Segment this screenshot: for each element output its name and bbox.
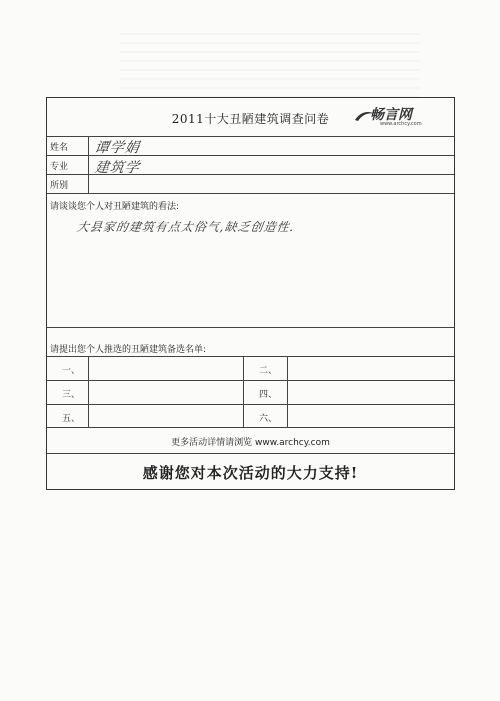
opinion-answer[interactable]: 大县家的建筑有点太俗气,缺乏创造性. <box>75 220 296 234</box>
major-value[interactable]: 建筑学 <box>93 160 141 176</box>
more-info-row <box>47 428 454 454</box>
name-label: 姓名 <box>50 143 69 153</box>
nomination-row <box>47 357 454 381</box>
logo-name: 畅言网 <box>370 107 412 123</box>
thanks-text: 感谢您对本次活动的大力支持! <box>142 464 359 482</box>
name-row <box>47 137 454 156</box>
major-row <box>47 156 454 175</box>
form-header <box>47 98 454 137</box>
slot-4-label: 四、 <box>259 390 278 400</box>
opinion-prompt: 请谈谈您个人对丑陋建筑的看法: <box>50 202 180 212</box>
slot-5-label: 五、 <box>62 414 81 424</box>
opinion-section <box>47 194 454 328</box>
more-info-text: 更多活动详情请浏览 www.archcy.com <box>171 438 330 448</box>
nomination-grid <box>47 356 454 428</box>
archcy-logo <box>354 106 438 130</box>
nomination-prompt: 请提出您个人推选的丑陋建筑备选名单: <box>50 345 207 355</box>
survey-form <box>46 97 455 490</box>
slot-3-label: 三、 <box>62 390 81 400</box>
slot-6-label: 六、 <box>259 414 278 424</box>
slot-1-label: 一、 <box>62 366 81 376</box>
slot-2-label: 二、 <box>259 366 278 376</box>
form-title: 2011十大丑陋建筑调查问卷 <box>171 112 330 126</box>
thanks-row <box>47 454 454 489</box>
faint-background-print <box>120 28 420 98</box>
nomination-section <box>47 328 454 356</box>
major-label: 专业 <box>50 162 69 172</box>
name-value[interactable]: 谭学娟 <box>93 140 141 156</box>
nomination-row <box>47 381 454 405</box>
institute-row <box>47 175 454 194</box>
logo-url: www.archcy.com <box>380 121 422 127</box>
institute-label: 所别 <box>50 181 69 191</box>
nomination-row <box>47 405 454 429</box>
